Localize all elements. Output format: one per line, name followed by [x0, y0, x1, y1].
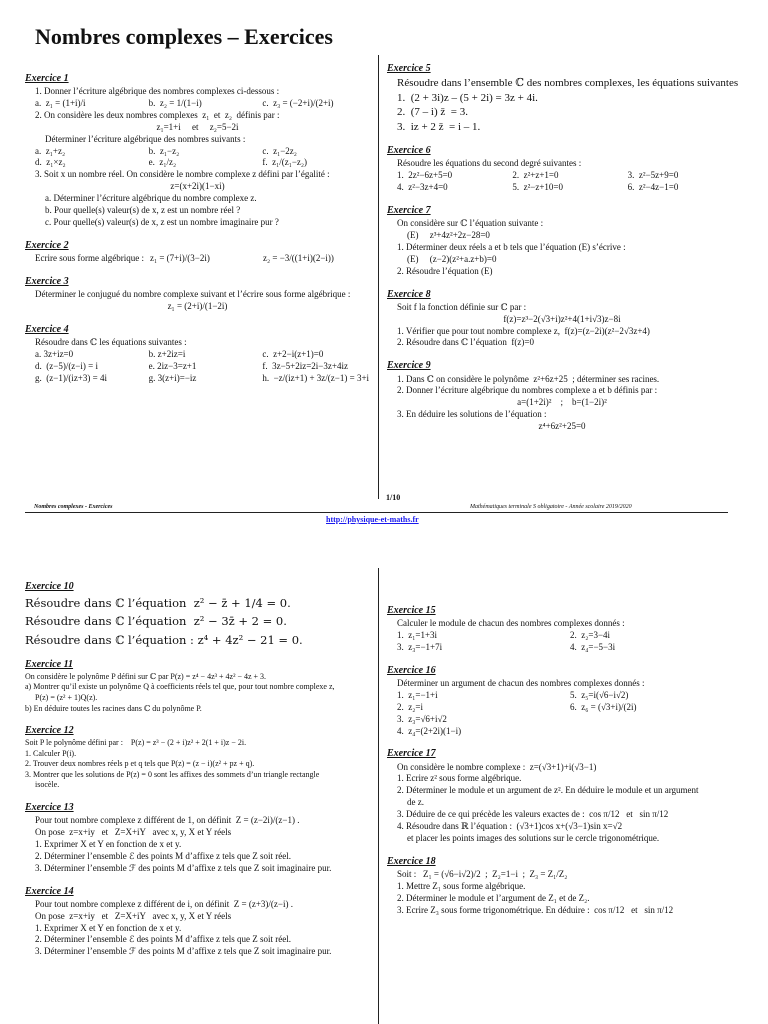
exercise-heading: Exercice 17 [387, 748, 436, 760]
exercise-line: 3. En déduire les solutions de l’équation : [397, 409, 547, 420]
exercise-line: 1. Donner l’écriture algébrique des nombres complexes ci-dessous : [35, 86, 280, 97]
exercise-line: Résoudre dans l’ensemble ℂ des nombres complexes, les équations suivantes [397, 77, 739, 90]
exercise-heading: Exercice 14 [25, 885, 74, 897]
exercise-line: P(z) = (z² + 1)Q(z). [35, 692, 98, 702]
exercise-item: f. z₁/(z₁−z₂) [262, 157, 308, 168]
exercise-line: (E) (z−2)(z²+a.z+b)=0 [407, 253, 497, 264]
exercise-column-bottom-right [387, 604, 737, 916]
exercise-line: 2. Déterminer l’ensemble ℰ des points M d’affixe z tels que Z soit réel. [35, 934, 291, 945]
exercise-line: 2. Déterminer le module et un argument de z². En déduire le module et un argument [397, 785, 699, 796]
exercise-line: 1. Mettre Z₁ sous forme algébrique. [397, 880, 526, 891]
exercise-row [387, 702, 737, 714]
exercise-heading: Exercice 1 [25, 73, 69, 84]
exercise-item: 4. z₄=−5−3i [570, 641, 616, 652]
exercise-item: 1. 2z²−6z+5=0 [397, 170, 453, 181]
exercise-column-bottom-left [25, 580, 370, 958]
exercise-item: e. 2iz−3=z+1 [148, 360, 197, 371]
exercise-row [387, 690, 737, 702]
exercise-item: 1. z₁=−1+i [397, 689, 438, 700]
exercise-item: 2. z²+z+1=0 [512, 170, 559, 181]
exercise-item: 2. z₂=i [397, 701, 423, 712]
exercise-heading: Exercice 8 [387, 288, 431, 300]
exercise-row [387, 170, 737, 182]
exercise-line: isocèle. [35, 780, 60, 790]
exercise-item: c. z+2−i(z+1)=0 [262, 348, 324, 359]
exercise-line: 1. Ecrire z² sous forme algébrique. [397, 773, 522, 784]
site-link[interactable]: http://physique-et-maths.fr [326, 515, 419, 524]
exercise-line: 2. (7 – i) z̄ = 3. [397, 106, 468, 119]
exercise-line: 1. Vérifier que pour tout nombre complexe z, f(z)=(z−2i)(z²−2√3z+4) [397, 325, 650, 336]
exercise-item: z₂ = −3/((1+i)(2−i)) [262, 252, 334, 263]
exercise-line: 3. Déduire de ce qui précède les valeurs exactes de : cos π/12 et sin π/12 [397, 809, 669, 820]
exercise-line: 1. Déterminer deux réels a et b tels que l’équation (E) s’écrive : [397, 242, 626, 252]
exercise-item: 6. z₆ = (√3+i)/(2i) [570, 701, 637, 712]
exercise-item: Ecrire sous forme algébrique : [35, 252, 144, 263]
exercise-item: f. 3z−5+2iz=2i−3z+4iz [262, 360, 348, 371]
exercise-line: 3. Montrer que les solutions de P(z) = 0 sont les affixes des sommets d’un triangle rectangle [25, 769, 320, 779]
exercise-item: g. (z−1)/(iz+3) = 4i [35, 372, 107, 383]
exercise-line: Déterminer un argument de chacun des nombres complexes donnés : [397, 678, 645, 688]
exercise-line: 3. Soit x un nombre réel. On considère le nombre complexe z défini par l’égalité : [35, 169, 330, 180]
exercise-line: 1. Exprimer X et Y en fonction de x et y. [35, 922, 182, 933]
column-divider [378, 568, 379, 1024]
exercise-heading: Exercice 12 [25, 725, 74, 737]
exercise-line: 2. Trouver deux nombres réels p et q tels que P(z) = (z − i)(z² + pz + q). [25, 759, 255, 769]
exercise-column-top-left [25, 72, 370, 384]
exercise-heading: Exercice 4 [25, 323, 69, 335]
exercise-item: e. z₁/z₂ [148, 157, 177, 168]
exercise-item: d. (z−5)/(z−i) = i [35, 360, 98, 371]
exercise-item: 5. z₅=i(√6−i√2) [570, 689, 629, 700]
exercise-heading: Exercice 10 [25, 581, 74, 592]
exercise-column-top-right [387, 62, 737, 433]
page-number: 1/10 [386, 493, 401, 502]
exercise-item: 5. z²−z+10=0 [512, 182, 563, 193]
exercise-heading: Exercice 6 [387, 145, 431, 157]
exercise-row [25, 146, 370, 158]
exercise-item: 1. z₁=1+3i [397, 630, 438, 641]
exercise-line: Pour tout nombre complexe z différent de 1, on définit Z = (z−2i)/(z−1) . [35, 815, 300, 826]
exercise-line: 2. On considère les deux nombres complexes z₁ et z₂ définis par : [35, 109, 280, 120]
exercise-item: 3. z₃=−1+7i [397, 641, 443, 652]
exercise-line: 2. Résoudre l’équation (E) [397, 265, 493, 276]
exercise-line: Soit : Z₁ = (√6−i√2)/2 ; Z₂=1−i ; Z₃ = Z₁/Z₂ [397, 868, 568, 879]
exercise-line: Pour tout nombre complexe z différent de i, on définit Z = (z+3)/(z−i) . [35, 898, 293, 909]
exercise-line: Résoudre dans ℂ l’équation : z⁴ + 4z² − 21 = 0. [25, 632, 303, 647]
exercise-item: c. z₃ = (−2+i)/(2+i) [262, 98, 334, 109]
page-title: Nombres complexes – Exercices [35, 24, 333, 49]
exercise-item: b. z₂ = 1/(1−i) [148, 98, 202, 109]
exercise-heading: Exercice 16 [387, 664, 436, 676]
exercise-line: On considère sur ℂ l’équation suivante : [397, 218, 544, 229]
exercise-item: h. −z/(iz+1) + 3z/(z−1) = 3+i [262, 372, 370, 383]
exercise-heading: Exercice 9 [387, 360, 431, 372]
exercise-row [25, 373, 370, 385]
column-divider [378, 55, 379, 499]
exercise-row [25, 253, 370, 265]
exercise-line: Soit f la fonction définie sur ℂ par : [397, 301, 527, 312]
exercise-item: a. z₁+z₂ [35, 145, 66, 156]
exercise-line: 1. (2 + 3i)z – (5 + 2i) = 3z + 4i. [397, 91, 538, 104]
exercise-line: z₁ = (2+i)/(1−2i) [167, 300, 228, 311]
exercise-item: b. z₁−z₂ [148, 145, 180, 156]
footer-rule [25, 512, 728, 513]
exercise-row [25, 361, 370, 373]
exercise-heading: Exercice 5 [387, 63, 431, 74]
exercise-item: 3. z²−5z+9=0 [627, 170, 679, 181]
exercise-line: a=(1+2i)² ; b=(1−2i)² [517, 397, 607, 408]
footer-right: Mathématiques terminale S obligatoire - Année scolaire 2019/2020 [470, 504, 632, 510]
exercise-line: 3. Déterminer l’ensemble ℱ des points M d’affixe z tels que Z soit imaginaire pur. [35, 946, 332, 957]
exercise-line: 3. Ecrire Z₃ sous forme trigonométrique. En déduire : cos π/12 et sin π/12 [397, 904, 674, 915]
exercise-row [25, 98, 370, 110]
exercise-heading: Exercice 15 [387, 605, 436, 616]
exercise-item: c. z₁−2z₂ [262, 145, 297, 156]
exercise-heading: Exercice 2 [25, 239, 69, 251]
exercise-line: 3. z₃=√6+i√2 [397, 713, 447, 724]
exercise-line: c. Pour quelle(s) valeur(s) de x, z est un nombre imaginaire pur ? [45, 216, 279, 227]
exercise-line: 1. Calculer P(i). [25, 748, 77, 758]
exercise-line: b. Pour quelle(s) valeur(s) de x, z est un nombre réel ? [45, 204, 241, 215]
exercise-line: 2. Déterminer le module et l’argument de Z₁ et de Z₂. [397, 892, 590, 903]
exercise-line: On pose z=x+iy et Z=X+iY avec x, y, X et Y réels [35, 827, 232, 838]
footer-left: Nombres complexes - Exercices [34, 504, 113, 510]
exercise-line: z⁴+6z²+25=0 [538, 421, 586, 431]
exercise-line: 4. Résoudre dans ℝ l’équation : (√3+1)cos x+(√3−1)sin x=√2 [397, 820, 623, 831]
exercise-line: z₁=1+i et z₂=5−2i [156, 121, 239, 132]
exercise-item: 2. z₂=3−4i [570, 630, 611, 641]
exercise-line: Résoudre dans ℂ l’équation z² − 3z̄ + 2 = 0. [25, 614, 287, 629]
exercise-line: On pose z=x+iy et Z=X+iY avec x, y, X et Y réels [35, 910, 232, 921]
exercise-line: et placer les points images des solutions sur le cercle trigonométrique. [407, 832, 660, 843]
exercise-line: On considère le polynôme P défini sur ℂ par P(z) = z⁴ − 4z³ + 4z² − 4z + 3. [25, 671, 267, 681]
exercise-row [387, 642, 737, 654]
exercise-line: 2. Donner l’écriture algébrique du nombres complexe a et b définis par : [397, 385, 658, 396]
exercise-line: On considère le nombre complexe : z=(√3+1)+i(√3−1) [397, 761, 597, 772]
exercise-heading: Exercice 7 [387, 205, 431, 217]
exercise-line: Calculer le module de chacun des nombres complexes donnés : [397, 618, 625, 629]
exercise-line: f(z)=z³−2(√3+i)z²+4(1+i√3)z−8i [503, 313, 621, 324]
exercise-row [387, 630, 737, 642]
exercise-line: 4. z₄=(2+2i)(1−i) [397, 725, 462, 736]
exercise-item: d. z₁×z₂ [35, 157, 66, 168]
exercise-line: b) En déduire toutes les racines dans ℂ du polynôme P. [25, 703, 202, 713]
exercise-line: 3. iz + 2 z̄ = i – 1. [397, 120, 481, 133]
exercise-line: 1. Dans ℂ on considère le polynôme z²+6z+25 ; déterminer ses racines. [397, 373, 660, 384]
exercise-line: Résoudre dans ℂ l’équation z² − z̄ + 1/4 = 0. [25, 596, 291, 611]
exercise-line: a) Montrer qu’il existe un polynôme Q à coefficients réels tel que, pour tout nombre complexe z, [25, 682, 335, 692]
exercise-item: z₁ = (7+i)/(3−2i) [149, 252, 210, 263]
exercise-heading: Exercice 3 [25, 275, 69, 287]
exercise-item: a. 3z+iz=0 [35, 348, 74, 359]
exercise-item: g. 3(z+i)=−iz [148, 372, 197, 383]
exercise-line: Résoudre dans ℂ les équations suivantes : [35, 336, 187, 347]
exercise-item: b. z+2iz=i [148, 348, 186, 359]
exercise-line: Déterminer le conjugué du nombre complexe suivant et l’écrire sous forme algébrique : [35, 288, 351, 299]
exercise-heading: Exercice 18 [387, 855, 436, 867]
exercise-line: Résoudre les équations du second degré suivantes : [397, 158, 582, 169]
exercise-line: 2. Résoudre dans ℂ l’équation f(z)=0 [397, 337, 534, 348]
exercise-item: a. z₁ = (1+i)/i [35, 98, 86, 109]
exercise-heading: Exercice 13 [25, 802, 74, 813]
exercise-row [25, 349, 370, 361]
exercise-line: (E) z³+4z²+2z−28=0 [407, 230, 490, 241]
exercise-heading: Exercice 11 [25, 658, 74, 670]
exercise-line: 2. Déterminer l’ensemble ℰ des points M d’affixe z tels que Z soit réel. [35, 850, 291, 861]
exercise-row [25, 157, 370, 169]
exercise-item: 6. z²−4z−1=0 [627, 182, 679, 193]
exercise-line: a. Déterminer l’écriture algébrique du nombre complexe z. [45, 193, 257, 204]
exercise-line: 1. Exprimer X et Y en fonction de x et y. [35, 838, 182, 849]
exercise-line: de z. [407, 797, 424, 808]
exercise-line: z=(x+2i)(1−xi) [170, 181, 225, 192]
exercise-line: 3. Déterminer l’ensemble ℱ des points M d’affixe z tels que Z soit imaginaire pur. [35, 862, 332, 873]
exercise-line: Soit P le polynôme défini par : P(z) = z³ − (2 + i)z² + 2(1 + i)z − 2i. [25, 738, 247, 748]
exercise-row [387, 182, 737, 194]
exercise-item: 4. z²−3z+4=0 [397, 182, 448, 193]
exercise-line: Déterminer l’écriture algébrique des nombres suivants : [45, 133, 246, 144]
